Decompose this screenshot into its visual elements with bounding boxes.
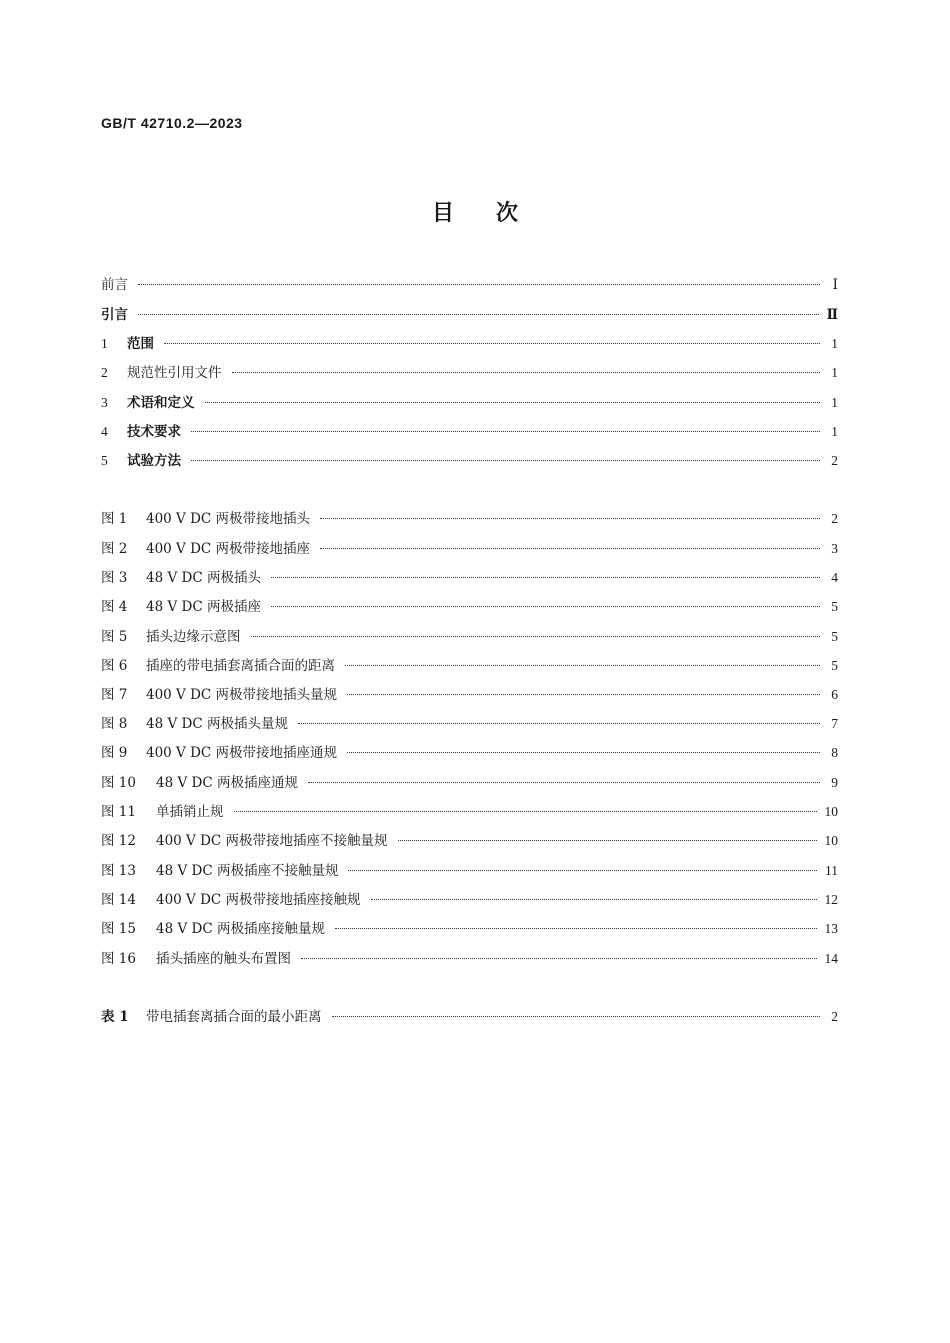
dot-leader xyxy=(191,431,820,432)
toc-entry-introduction[interactable] xyxy=(101,305,838,325)
toc-entry-section-3[interactable] xyxy=(101,393,838,413)
dot-leader xyxy=(345,665,820,666)
toc-entry-section-1[interactable] xyxy=(101,334,838,354)
toc-entry-page: 2 xyxy=(831,453,838,468)
dot-leader xyxy=(320,518,820,519)
dot-leader xyxy=(164,343,820,344)
toc-entry-page: 11 xyxy=(825,863,838,878)
toc-entry-label: 技术要求 xyxy=(127,424,181,440)
toc-entry-foreword[interactable] xyxy=(101,275,838,295)
dot-leader xyxy=(332,1016,821,1017)
toc-entry-figure-4[interactable] xyxy=(101,597,838,617)
toc-entry-figure-14[interactable] xyxy=(101,890,838,910)
dot-leader xyxy=(398,840,817,841)
toc-entry-section-4[interactable] xyxy=(101,422,838,442)
toc-entry-label: 规范性引用文件 xyxy=(127,365,222,381)
toc-entry-page: Ⅱ xyxy=(826,307,838,322)
toc-entry-figure-1[interactable] xyxy=(101,509,838,529)
dot-leader xyxy=(232,372,821,373)
toc-entry-page: 1 xyxy=(831,424,838,439)
toc-entry-label: 400 V DC 两极带接地插座通规 xyxy=(146,745,338,761)
toc-entry-label: 48 V DC 两极插座 xyxy=(146,599,261,615)
dot-leader xyxy=(348,870,817,871)
toc-entry-label: 48 V DC 两极插头量规 xyxy=(146,716,288,732)
toc-entry-number: 2 xyxy=(101,365,108,380)
toc-entry-page: 1 xyxy=(831,336,838,351)
toc-entry-figure-13[interactable] xyxy=(101,861,838,881)
dot-leader xyxy=(371,899,817,900)
toc-entry-number: 图 8 xyxy=(101,716,128,732)
toc-entry-label: 400 V DC 两极带接地插座接触规 xyxy=(156,892,361,908)
toc-entry-page: 3 xyxy=(831,541,838,556)
toc-entry-page: 10 xyxy=(824,833,838,848)
toc-entry-label: 试验方法 xyxy=(127,453,181,469)
toc-entry-page: 1 xyxy=(831,395,838,410)
toc-entry-label: 术语和定义 xyxy=(127,395,195,411)
toc-entry-number: 图 5 xyxy=(101,629,128,645)
toc-entry-label: 48 V DC 两极插头 xyxy=(146,570,261,586)
toc-entry-number: 图 6 xyxy=(101,658,128,674)
toc-entry-number: 图 10 xyxy=(101,775,136,791)
dot-leader xyxy=(251,636,821,637)
toc-entry-number: 表 1 xyxy=(101,1009,129,1025)
toc-entry-figure-16[interactable] xyxy=(101,949,838,969)
toc-entry-page: 4 xyxy=(831,570,838,585)
toc-entry-label: 单插销止规 xyxy=(156,804,224,820)
toc-entry-label: 400 V DC 两极带接地插座不接触量规 xyxy=(156,833,388,849)
toc-entry-figure-5[interactable] xyxy=(101,627,838,647)
toc-entry-figure-15[interactable] xyxy=(101,919,838,939)
toc-entry-page: 7 xyxy=(831,716,838,731)
table-of-contents xyxy=(101,0,838,1343)
toc-entry-figure-2[interactable] xyxy=(101,539,838,559)
toc-entry-number: 图 11 xyxy=(101,804,136,820)
toc-entry-section-2[interactable] xyxy=(101,363,838,383)
toc-entry-number: 图 2 xyxy=(101,541,128,557)
toc-entry-label: 400 V DC 两极带接地插座 xyxy=(146,541,311,557)
toc-entry-number: 图 12 xyxy=(101,833,136,849)
toc-entry-figure-10[interactable] xyxy=(101,773,838,793)
dot-leader xyxy=(308,782,820,783)
toc-entry-figure-6[interactable] xyxy=(101,656,838,676)
toc-entry-page: 5 xyxy=(831,599,838,614)
toc-entry-label: 400 V DC 两极带接地插头 xyxy=(146,511,311,527)
standard-number: GB/T 42710.2—2023 xyxy=(101,115,243,131)
toc-entry-number: 图 14 xyxy=(101,892,136,908)
toc-entry-number: 图 13 xyxy=(101,863,136,879)
toc-entry-number: 图 16 xyxy=(101,951,136,967)
toc-entry-number: 4 xyxy=(101,424,108,439)
dot-leader xyxy=(320,548,820,549)
toc-entry-label: 48 V DC 两极插座通规 xyxy=(156,775,298,791)
toc-entry-label: 400 V DC 两极带接地插头量规 xyxy=(146,687,338,703)
dot-leader xyxy=(298,723,820,724)
dot-leader xyxy=(301,958,817,959)
page-title: 目次 xyxy=(431,201,560,226)
toc-entry-number: 3 xyxy=(101,395,108,410)
toc-entry-number: 图 15 xyxy=(101,921,136,937)
toc-entry-page: 14 xyxy=(824,951,838,966)
dot-leader xyxy=(335,928,817,929)
toc-entry-page: 5 xyxy=(831,629,838,644)
toc-entry-page: 5 xyxy=(831,658,838,673)
toc-entry-label: 插头插座的触头布置图 xyxy=(156,951,291,967)
toc-entry-page: 13 xyxy=(824,921,838,936)
toc-entry-number: 5 xyxy=(101,453,108,468)
dot-leader xyxy=(271,606,820,607)
toc-entry-figure-7[interactable] xyxy=(101,685,838,705)
toc-entry-page: 8 xyxy=(831,745,838,760)
toc-entry-page: Ⅰ xyxy=(832,277,838,292)
toc-entry-page: 2 xyxy=(831,1009,838,1024)
toc-entry-number: 图 9 xyxy=(101,745,128,761)
toc-entry-label: 48 V DC 两极插座接触量规 xyxy=(156,921,325,937)
toc-entry-page: 10 xyxy=(824,804,838,819)
dot-leader xyxy=(347,694,820,695)
toc-entry-table-1[interactable] xyxy=(101,1007,838,1027)
toc-entry-page: 1 xyxy=(831,365,838,380)
toc-entry-label: 48 V DC 两极插座不接触量规 xyxy=(156,863,339,879)
dot-leader xyxy=(138,284,820,285)
dot-leader xyxy=(234,811,817,812)
toc-entry-figure-8[interactable] xyxy=(101,714,838,734)
toc-entry-figure-12[interactable] xyxy=(101,831,838,851)
toc-entry-label: 插座的带电插套离插合面的距离 xyxy=(146,658,335,674)
toc-entry-figure-3[interactable] xyxy=(101,568,838,588)
toc-entry-number: 图 1 xyxy=(101,511,128,527)
toc-entry-number: 图 7 xyxy=(101,687,128,703)
toc-entry-figure-11[interactable] xyxy=(101,802,838,822)
toc-entry-figure-9[interactable] xyxy=(101,743,838,763)
toc-entry-label: 前言 xyxy=(101,277,128,293)
toc-entry-section-5[interactable] xyxy=(101,451,838,471)
toc-entry-number: 图 3 xyxy=(101,570,128,586)
toc-entry-label: 插头边缘示意图 xyxy=(146,629,241,645)
dot-leader xyxy=(191,460,820,461)
dot-leader xyxy=(271,577,820,578)
toc-entry-page: 6 xyxy=(831,687,838,702)
toc-entry-number: 1 xyxy=(101,336,108,351)
dot-leader xyxy=(205,402,821,403)
toc-entry-label: 引言 xyxy=(101,307,128,323)
dot-leader xyxy=(138,314,819,315)
dot-leader xyxy=(347,752,820,753)
toc-entry-label: 范围 xyxy=(127,336,154,352)
toc-entry-page: 12 xyxy=(824,892,838,907)
toc-entry-number: 图 4 xyxy=(101,599,128,615)
toc-entry-page: 2 xyxy=(831,511,838,526)
toc-entry-page: 9 xyxy=(831,775,838,790)
toc-entry-label: 带电插套离插合面的最小距离 xyxy=(146,1009,322,1025)
